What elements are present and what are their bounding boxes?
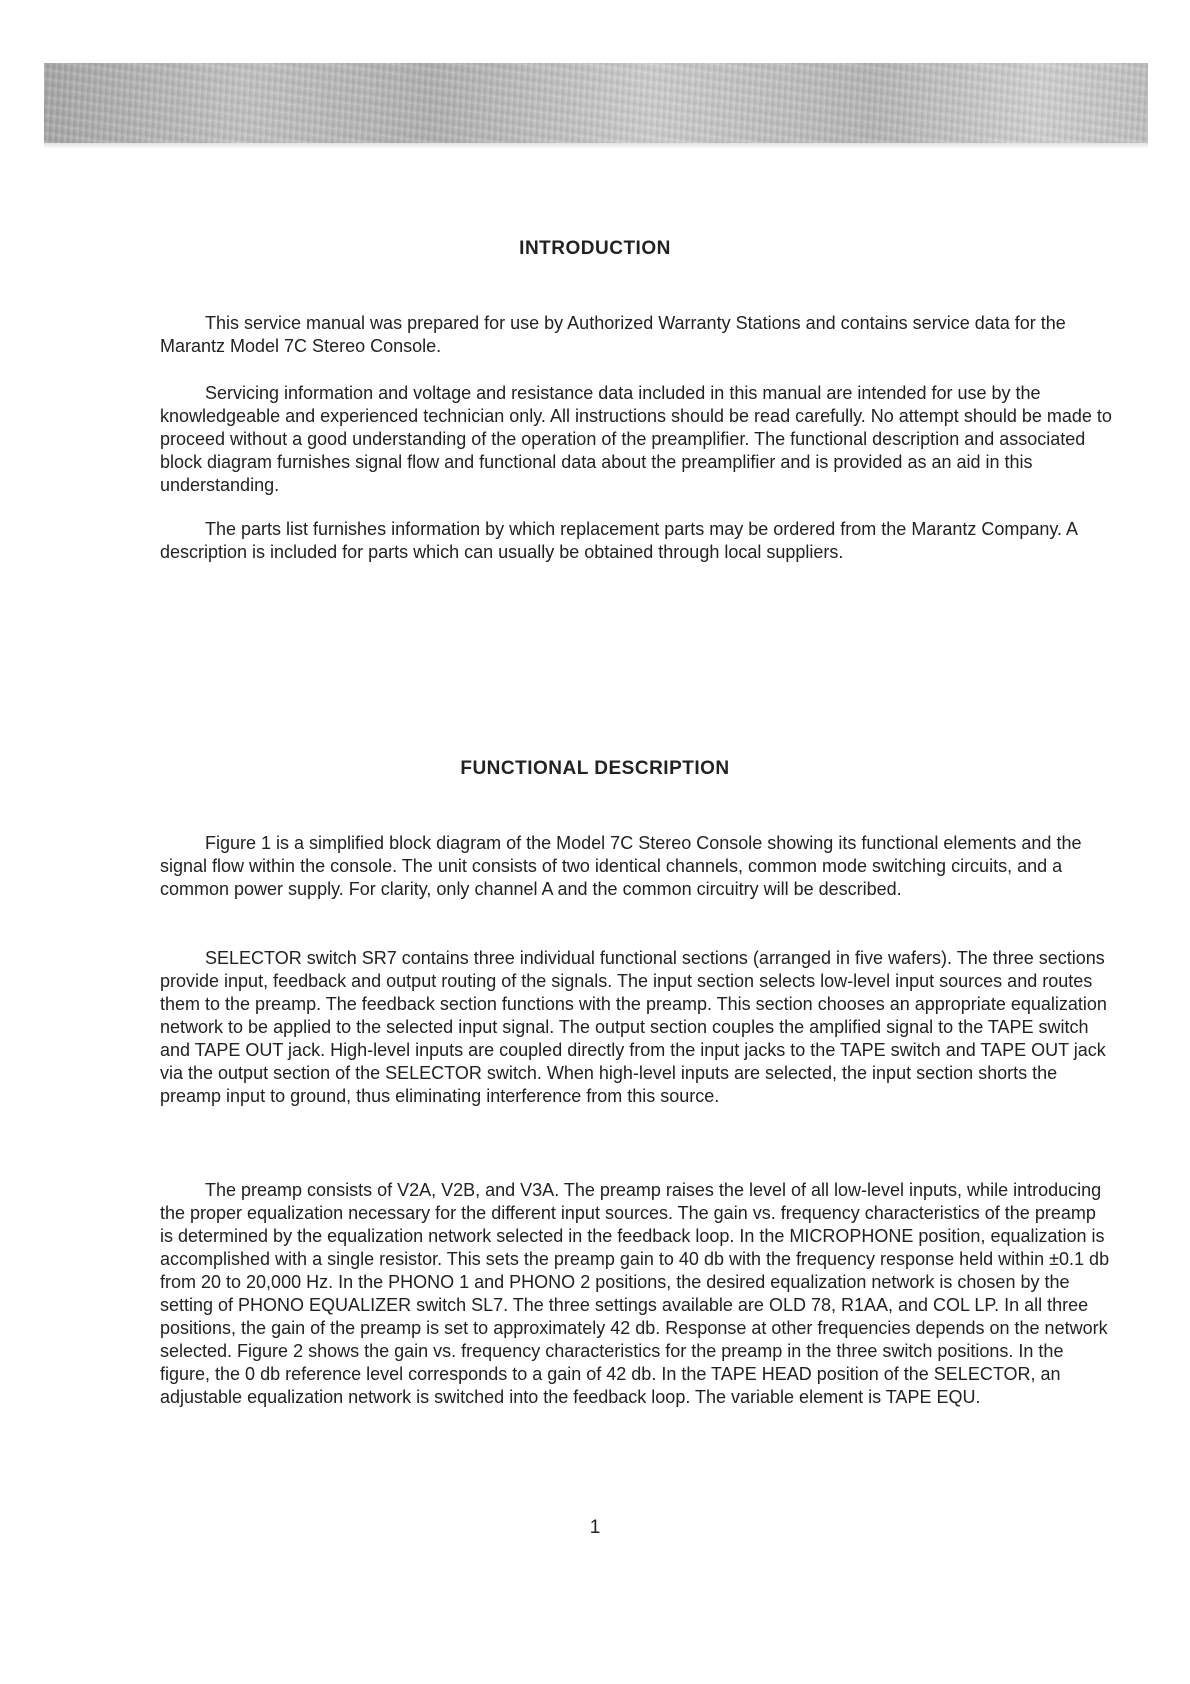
- functional-description-heading: FUNCTIONAL DESCRIPTION: [460, 758, 730, 779]
- introduction-heading: INTRODUCTION: [519, 238, 671, 259]
- introduction-paragraph-3: The parts list furnishes information by which replacement parts may be ordered from the Marantz Company. A description is included for parts which can usually be obtained through local suppliers.: [160, 519, 1078, 562]
- introduction-paragraph-2: Servicing information and voltage and resistance data included in this manual are intended for use by the knowledgeable and experienced technician only. All instructions should be read carefully. No attempt should be made to proceed without a good understanding of the operation of the preamplifier. The functional description and associated block diagram furnishes signal flow and functional data about the preamplifier and is provided as an aid in this understanding.: [160, 383, 1112, 495]
- introduction-paragraph-1: This service manual was prepared for use by Authorized Warranty Stations and contains service data for the Marantz Model 7C Stereo Console.: [160, 313, 1066, 356]
- header-texture-band: [44, 63, 1148, 143]
- functional-paragraph-1: Figure 1 is a simplified block diagram of the Model 7C Stereo Console showing its functional elements and the signal flow within the console. The unit consists of two identical channels, common mode switching circuits, and a common power supply. For clarity, only channel A and the common circuitry will be described.: [160, 833, 1082, 899]
- functional-paragraph-3: The preamp consists of V2A, V2B, and V3A. The preamp raises the level of all low-level inputs, while introducing the proper equalization necessary for the different input sources. The gain vs. frequency characteristics of the preamp is determined by the equalization network selected in the feedback loop. In the MICROPHONE position, equalization is accomplished with a single resistor. This sets the preamp gain to 40 db with the frequency response held within ±0.1 db from 20 to 20,000 Hz. In the PHONO 1 and PHONO 2 positions, the desired equalization network is chosen by the setting of PHONO EQUALIZER switch SL7. The three settings available are OLD 78, R1AA, and COL LP. In all three positions, the gain of the preamp is set to approximately 42 db. Response at other frequencies depends on the network selected. Figure 2 shows the gain vs. frequency characteristics for the preamp in the three switch positions. In the figure, the 0 db reference level corresponds to a gain of 42 db. In the TAPE HEAD position of the SELECTOR, an adjustable equalization network is switched into the feedback loop. The variable element is TAPE EQU.: [160, 1180, 1110, 1407]
- functional-paragraph-2: SELECTOR switch SR7 contains three individual functional sections (arranged in five wafers). The three sections provide input, feedback and output routing of the signals. The input section selects low-level input sources and routes them to the preamp. The feedback section functions with the preamp. This section chooses an appropriate equalization network to be applied to the selected input signal. The output section couples the amplified signal to the TAPE switch and TAPE OUT jack. High-level inputs are coupled directly from the input jacks to the TAPE switch and TAPE OUT jack via the output section of the SELECTOR switch. When high-level inputs are selected, the input section shorts the preamp input to ground, thus eliminating interference from this source.: [160, 948, 1107, 1106]
- page-number: 1: [589, 1517, 601, 1538]
